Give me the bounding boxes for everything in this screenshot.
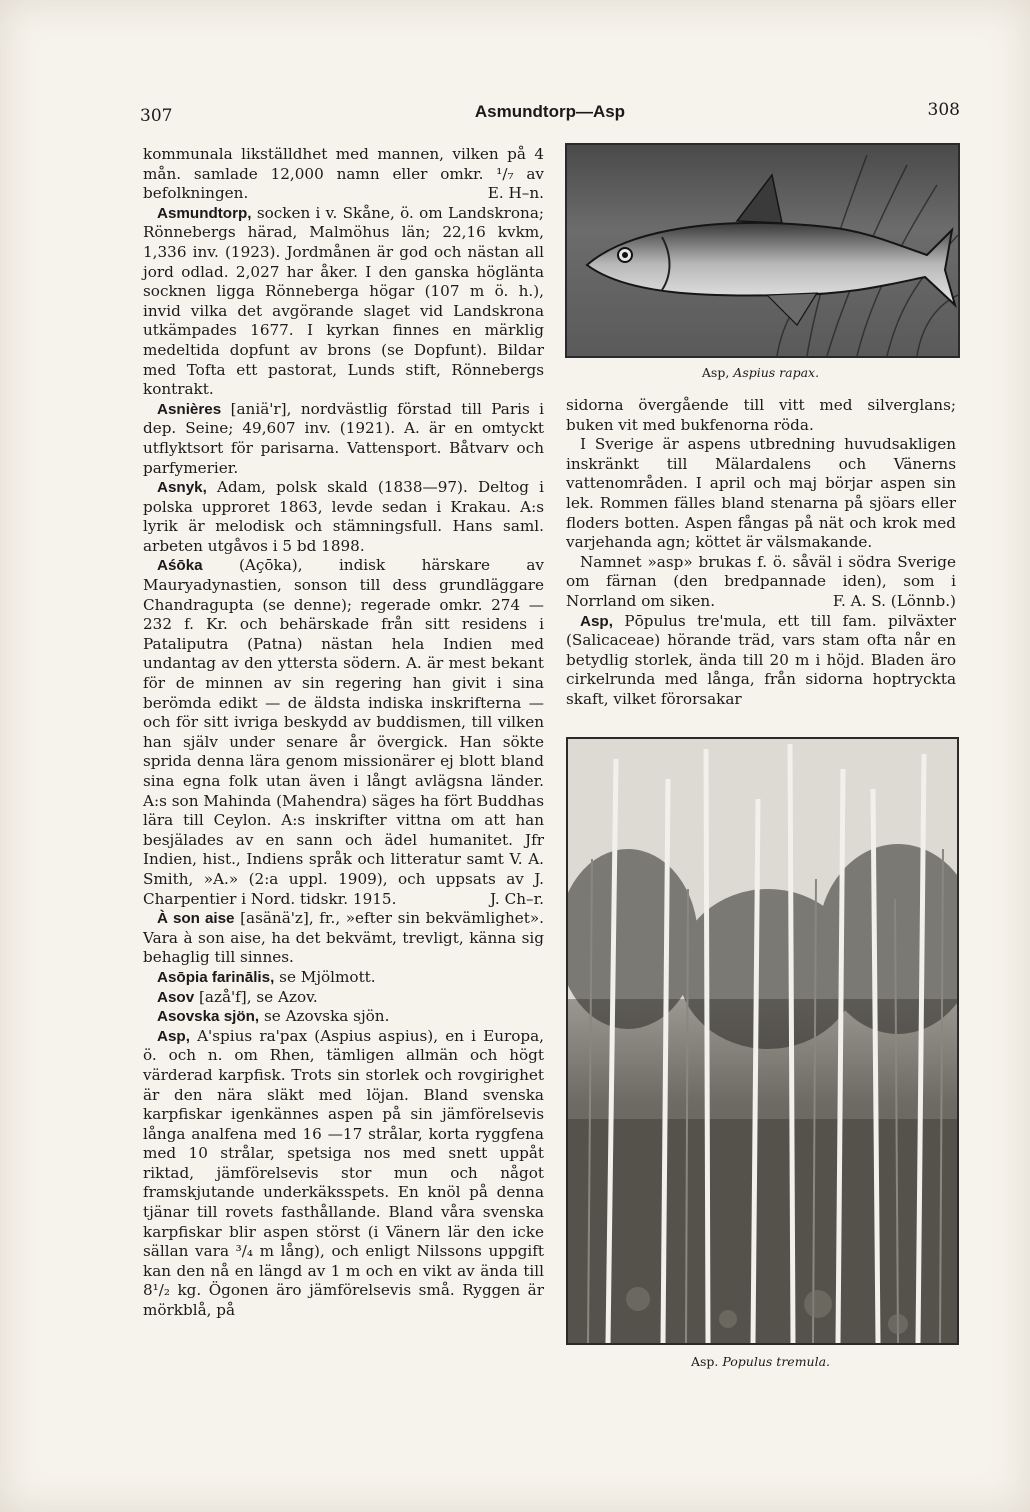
- fish-caption: Asp, Aspius rapax.: [701, 365, 820, 380]
- running-title: Asmundtorp—Asp: [474, 102, 626, 121]
- forest-caption: Asp. Populus tremula.: [690, 1354, 831, 1369]
- entry-asoka: Aśōka (Açōka), indisk härskare av Mauryadynastien, sonson till dess grundläggare Chandragupta (se denne); regerade omkr. 274 —232 f. Kr. och behärskade från sitt residens i Pataliputra (Patna) nästan hela Indien med undantag av den yttersta södern. A. är mest bekant för de minnen av sin regering han givit i sina berömda edikt — de äldsta indiska inskrifterna — och för sitt ivriga beskydd av buddismen, till vilken han själv under senare år övergick. Han sökte sprida denna lära genom missionärer ej blott bland sina egna folk utan även i långt avlägsna länder. A:s son Mahinda (Mahendra) säges ha fört Buddhas lära till Ceylon. A:s inskrifter vittna om att han besjälades av en sann och ädel humanitet. Jfr Indien, hist., Indiens språk och litteratur samt V. A. Smith, »A.» (2:a uppl. 1909), och uppsats av J. Charpentier i Nord. tidskr. 1915. J. Ch–r.: [143, 556, 544, 908]
- entry-asovska-sjon: Asovska sjön, se Azovska sjön.: [157, 1007, 390, 1026]
- entry-asnyk: Asnyk, Adam, polsk skald (1838—97). Deltog i polska upproret 1863, levde sedan i Krakau. A:s lyrik är melodisk och stämningsfull. Hans saml. arbeten utgåvos i 5 bd 1898.: [143, 478, 545, 555]
- entry-a-son-aise: À son aise [asänä'z], fr., »efter sin bekvämlighet». Vara à son aise, ha det bekvämt, trevligt, känna sig behaglig till sinnes.: [143, 909, 544, 967]
- entry-continuation: kommunala likställdhet med mannen, vilken på 4 mån. samlade 12,000 namn eller omkr. ¹/₇ av befolkningen. E. H–n.: [143, 145, 544, 203]
- entry-asopia: Asōpia farinālis, se Mjölmott.: [157, 967, 376, 986]
- forest-illustration: [566, 737, 959, 1345]
- entry-asp-distribution: I Sverige är aspens utbredning huvudsakligen inskränkt till Mälardalens och Vänerns vattenområden. I april och maj börjar aspen sin lek. Rommen fälles bland stenarna på sjöars eller floders botten. Aspen fångas på nät och krok med varjehanda agn; köttet är välsmakande.: [566, 435, 956, 552]
- entry-asmundtorp: Asmundtorp, socken i v. Skåne, ö. om Landskrona; Rönnebergs härad, Malmöhus län; 22,16 kvkm, 1,336 inv. (1923). Jordmånen är god och nästan all jord odlad. 2,027 har åker. I den ganska höglänta socknen ligga Rönneberga högar (107 m ö. h.), invid vilka det avgörande slaget vid Landskrona utkämpades 1677. I kyrkan finnes en märklig medeltida dopfunt av brons (se Dopfunt). Bildar med Tofta ett pastorat, Lunds stift, Rönnebergs kontrakt.: [143, 203, 545, 399]
- entry-asov: Asov [azå'f], se Azov.: [157, 987, 318, 1006]
- aspen-forest-image: [568, 739, 957, 1343]
- page-number-right: 308: [927, 100, 960, 120]
- entry-asp-name: Namnet »asp» brukas f. ö. såväl i södra Sverige om färnan (den bredpannade iden), som i Norrland om siken. F. A. S. (Lönnb.): [566, 552, 956, 610]
- right-column: [566, 396, 956, 710]
- entry-asp-fish-continued: sidorna övergående till vitt med silverglans; buken vit med bukfenorna röda.: [566, 396, 956, 434]
- fish-illustration: [565, 143, 960, 358]
- entry-asp-fish: Asp, A'spius ra'pax (Aspius aspius), en i Europa, ö. och n. om Rhen, tämligen allmän och högt värderad karpfisk. Trots sin storlek och rovgirighet är den nära släkt med löjan. Bland svenska karpfiskar igenkännes aspen på sin jämförelsevis långa analfena med 16 —17 strålar, korta ryggfena med 10 strålar, spetsiga nos med snett uppåt riktad, jämförelsevis stor mun och något framskjutande underkäksspets. En knöl på denna tjänar till rovets fasthållande. Bland våra svenska karpfiskar blir aspen störst (i Vänern lär den icke sällan vara ³/₄ m lång), och enligt Nilssons uppgift kan den nå en längd av 1 m och en vikt av ända till 8¹/₂ kg. Ögonen äro jämförelsevis små. Ryggen är mörkblå, på: [143, 1026, 544, 1320]
- asp-fish-image: [567, 145, 958, 356]
- page-number-left: 307: [140, 106, 173, 126]
- page-header: [140, 100, 960, 130]
- entry-asp-tree: Asp, Pōpulus tre'mula, ett till fam. pilväxter (Salicaceae) hörande träd, vars stam ofta når en betydlig storlek, ända till 20 m i höjd. Bladen äro cirkelrunda med långa, från sidorna hoptryckta skaft, vilket förorsakar: [566, 611, 957, 708]
- left-column: [143, 145, 544, 1321]
- entry-asnieres: Asnières [aniä'r], nordvästlig förstad till Paris i dep. Seine; 49,607 inv. (1921). A. är en omtyckt utflyktsort för parisarna. Vattensport. Båtvarv och parfymerier.: [143, 399, 545, 477]
